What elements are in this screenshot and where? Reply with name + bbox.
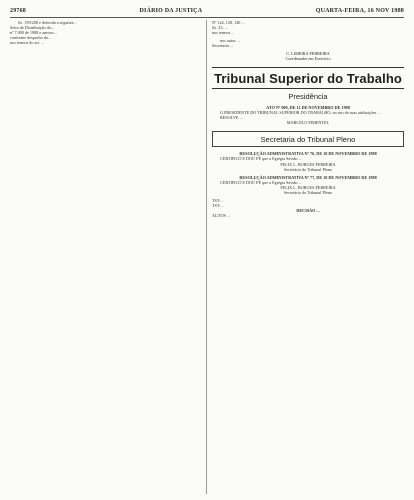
text-line: CERTIFICO E DOU FÉ que a Egrégia Sessão ... (220, 156, 302, 162)
text-line: DECISÃO ... (296, 207, 320, 213)
column-divider (206, 20, 207, 494)
tribunal-title: Tribunal Superior do Trabalho (214, 71, 402, 87)
text-line: AUTOS ... (212, 212, 231, 218)
text-line: nos termos do art. ... (10, 40, 45, 46)
signature-role: Secretário do Tribunal Pleno (283, 189, 333, 195)
text-line: RESOLVE ... (220, 115, 243, 121)
text-line: Nº 124, 128, 140 ... (212, 20, 245, 25)
secretaria-box (212, 131, 404, 147)
resolucao-title: RESOLUÇÃO ADMINISTRATIVA Nº 77, DE 10 DE NOVEMBRO DE 1988 (239, 174, 377, 180)
left-column (10, 20, 202, 494)
page-number: 29768 (10, 8, 26, 14)
tribunal-banner (212, 67, 404, 89)
signature-role: Coordenador em Exercício (285, 56, 331, 62)
resolucao-title: RESOLUÇÃO ADMINISTRATIVA Nº 76, DE 10 DE NOVEMBRO DE 1988 (239, 151, 377, 157)
page-header (10, 6, 404, 18)
text-line: Setor de Distribuição do... (10, 25, 54, 31)
text-line: fls. 199/200 e deferida a seguinte... (18, 20, 77, 25)
signature-name: FELIX L. BORGES FERREIRA (280, 184, 336, 190)
text-line: nos termos ... (212, 30, 235, 36)
ato-title: ATO Nº 000, DE 11 DE NOVEMBRO DE 1988 (266, 105, 350, 111)
text-line: fls. 23, ... (212, 25, 228, 31)
signature-name: C. LIMEIRA FERREIRA (286, 51, 330, 57)
text-line: nos autos ... (220, 38, 240, 44)
text-line: conforme despacho do... (10, 35, 52, 41)
text-line: nº 7.000 de 1988 e anexos... (10, 30, 58, 36)
text-line: CERTIFICO E DOU FÉ que a Egrégia Sessão ... (220, 179, 302, 185)
text-line: O PRESIDENTE DO TRIBUNAL SUPERIOR DO TRABALHO, no uso de suas atribuições ... (220, 110, 381, 116)
signature-block (212, 51, 404, 61)
text-line: TST-... (212, 197, 224, 203)
text-line: TST-... (212, 202, 224, 208)
text-line: Secretaria ... (212, 43, 233, 49)
signature-name: MARCELO PIMENTEL (286, 120, 330, 126)
right-column (212, 20, 404, 494)
signature-name: FELIX L. BORGES FERREIRA (280, 161, 336, 167)
secretaria-heading: Secretaria do Tribunal Pleno (260, 135, 356, 145)
presidencia-heading: Presidência (288, 92, 328, 102)
publication-title: DIÁRIO DA JUSTIÇA (139, 8, 203, 14)
signature-role: Secretário do Tribunal Pleno (283, 166, 333, 172)
publication-date: QUARTA-FEIRA, 16 NOV 1988 (315, 8, 404, 14)
